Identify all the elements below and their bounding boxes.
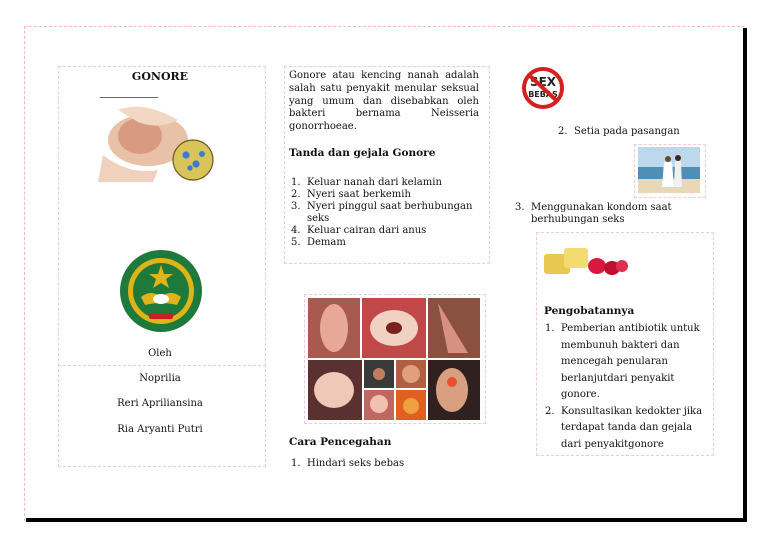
page-shadow-right — [743, 28, 747, 522]
author-3: Ria Aryanti Putri — [117, 424, 203, 435]
anatomy-illustration — [98, 100, 222, 182]
treatment-list — [543, 321, 703, 453]
prevention-heading: Cara Pencegahan — [289, 436, 392, 448]
prevention-item: 2. Setia pada pasangan — [558, 126, 680, 137]
by-label: Oleh — [148, 348, 172, 359]
prevention-item: 1. Hindari seks bebas — [291, 458, 405, 469]
treatment-item: 1. Pemberian antibiotik untuk membunuh bakteri dan mencegah penularan berlanjutdari penyakit gonore. — [545, 323, 700, 400]
symptom-item: 5. Demam — [291, 237, 346, 248]
couple-beach-photo — [638, 147, 700, 193]
symptom-item: 1. Keluar nanah dari kelamin — [291, 177, 442, 188]
symptoms-list — [289, 177, 481, 249]
title-underline — [100, 97, 158, 98]
prevention-list-part1 — [289, 458, 481, 470]
treatment-heading: Pengobatannya — [544, 305, 635, 317]
svg-text:BEBAS: BEBAS — [528, 90, 558, 99]
intro-paragraph: Gonore atau kencing nanah adalah salah satu penyakit menular seksual yang umum dan disebabkan oleh bakteri bernama Neisseria gonorrhoeae. — [289, 70, 479, 133]
symptom-item: 2. Nyeri saat berkemih — [291, 189, 411, 200]
page-shadow-bottom — [26, 518, 747, 522]
author-2: Reri Apriliansina — [117, 398, 203, 409]
treatment-item: 2. Konsultasikan kedokter jika terdapat tanda dan gejala dari penyakitgonore — [545, 405, 703, 450]
symptom-item: 3. Nyeri pinggul saat berhubungan seks — [291, 201, 473, 224]
prevention-list-part2 — [556, 126, 726, 138]
no-sex-bebas-sign — [514, 66, 572, 110]
symptoms-heading: Tanda dan gejala Gonore — [289, 147, 436, 159]
clinical-photo-collage — [308, 298, 480, 420]
symptom-item: 4. Keluar cairan dari anus — [291, 225, 427, 236]
condoms-photo — [542, 244, 628, 278]
brochure-title: GONORE — [131, 70, 189, 83]
author-1: Noprilia — [139, 373, 181, 384]
prevention-list-part3 — [513, 202, 691, 226]
svg-text:SEX: SEX — [529, 75, 557, 89]
institution-emblem — [119, 249, 203, 333]
prevention-item: 3. Menggunakan kondom saat berhubungan seks — [515, 202, 672, 225]
